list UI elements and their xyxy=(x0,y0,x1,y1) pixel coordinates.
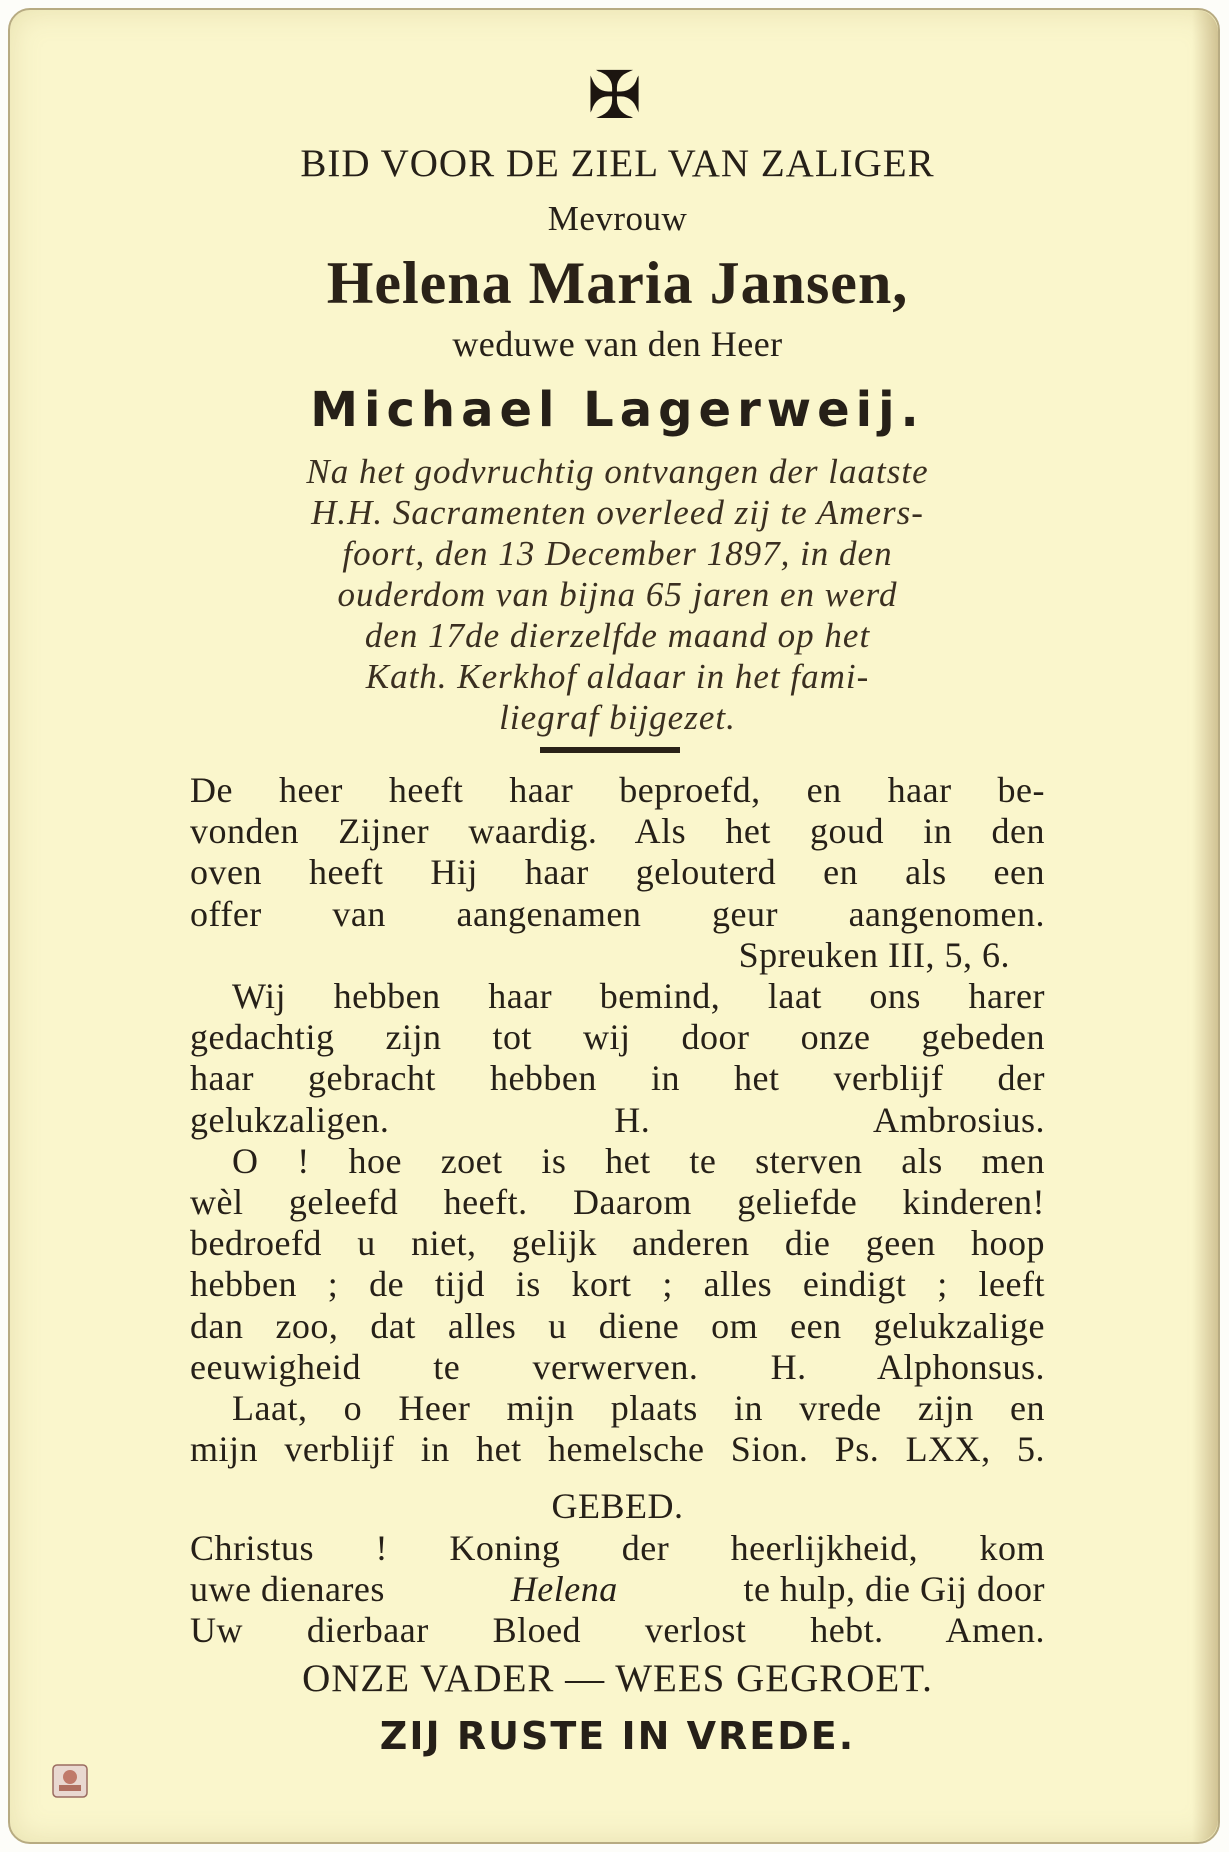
cross-icon: ✠ xyxy=(586,60,643,133)
biography-line: Na het godvruchtig ontvangen der laatste xyxy=(306,452,929,491)
scripture-line: haar gebracht hebben in het verblijf der xyxy=(190,1058,1045,1098)
deceased-name: Helena Maria Jansen, xyxy=(326,250,909,316)
biography-line: Kath. Kerkhof aldaar in het fami- xyxy=(365,657,870,696)
divider-rule xyxy=(540,747,680,753)
scripture-line: De heer heeft haar beproefd, en haar be- xyxy=(190,770,1045,810)
scripture-line: oven heeft Hij haar gelouterd en als een xyxy=(190,852,1045,892)
card-title: BID VOOR DE ZIEL VAN ZALIGER xyxy=(300,142,935,185)
closing-prayers: ONZE VADER — WEES GEGROET. xyxy=(302,1657,933,1700)
prayer-line xyxy=(190,1567,1045,1611)
biography-line: H.H. Sacramenten overleed zij te Amers- xyxy=(311,493,924,532)
scripture-line: Laat, o Heer mijn plaats in vrede zijn en xyxy=(232,1388,1045,1428)
biography-line: den 17de dierzelfde maand op het xyxy=(364,616,871,655)
husband-name: Michael Lagerweij. xyxy=(310,382,925,438)
deceased-first-name: Helena xyxy=(510,1569,618,1609)
scripture-line: gelukzaligen. H. Ambrosius. xyxy=(190,1100,1045,1140)
prayer-text: te hulp, die Gij door xyxy=(743,1569,1045,1609)
scripture-line: hebben ; de tijd is kort ; alles eindigt ; leeft xyxy=(190,1264,1045,1304)
scripture-line: eeuwigheid te verwerven. H. Alphonsus. xyxy=(190,1347,1045,1387)
scripture-line: bedroefd u niet, gelijk anderen die geen hoop xyxy=(190,1223,1045,1263)
scripture-line: offer van aangenamen geur aangenomen. xyxy=(190,894,1045,934)
scripture-line: wèl geleefd heeft. Daarom geliefde kinderen! xyxy=(190,1182,1045,1222)
scripture-line: mijn verblijf in het hemelsche Sion. Ps. LXX, 5. xyxy=(190,1429,1045,1469)
biography-line: foort, den 13 December 1897, in den xyxy=(342,534,893,573)
rest-in-peace: ZIJ RUSTE IN VREDE. xyxy=(379,1714,856,1758)
honorific: Mevrouw xyxy=(547,199,688,238)
biography-line: ouderdom van bijna 65 jaren en werd xyxy=(337,575,898,614)
prayer-heading: GEBED. xyxy=(551,1486,684,1526)
scripture-line: dan zoo, dat alles u diene om een gelukzalige xyxy=(190,1306,1045,1346)
prayer-text: uwe dienares xyxy=(190,1569,385,1609)
scripture-line: O ! hoe zoet is het te sterven als men xyxy=(232,1141,1045,1181)
scripture-line: vonden Zijner waardig. Als het goud in den xyxy=(190,811,1045,851)
biography-line: liegraf bijgezet. xyxy=(499,698,736,737)
scripture-line: Spreuken III, 5, 6. xyxy=(738,935,1010,975)
prayer-line: Uw dierbaar Bloed verlost hebt. Amen. xyxy=(190,1610,1045,1650)
scripture-line: gedachtig zijn tot wij door onze gebeden xyxy=(190,1017,1045,1057)
collection-seal-icon xyxy=(51,1763,89,1799)
prayer-line: Christus ! Koning der heerlijkheid, kom xyxy=(190,1528,1045,1568)
relation-text: weduwe van den Heer xyxy=(452,324,783,364)
scripture-line: Wij hebben haar bemind, laat ons harer xyxy=(232,976,1045,1016)
